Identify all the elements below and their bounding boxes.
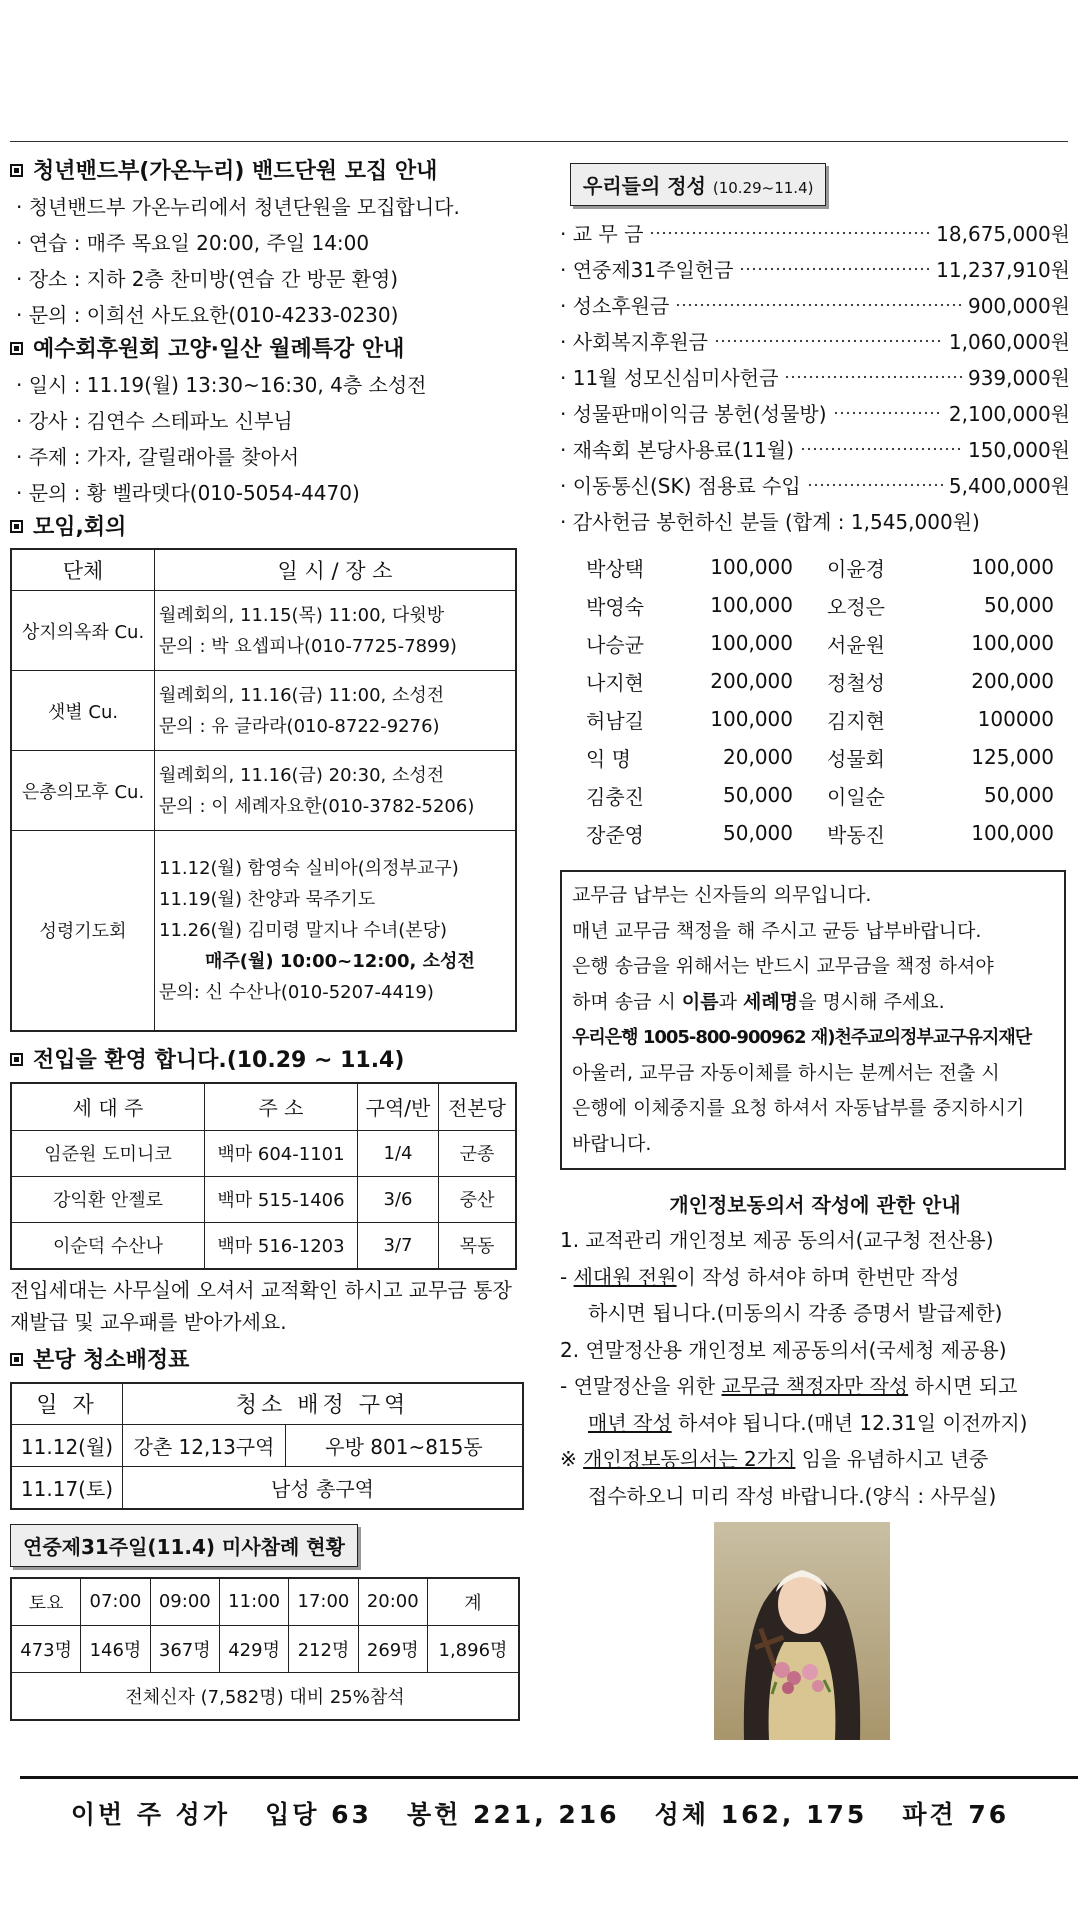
left-column [10,155,522,1721]
offering-item: · 교 무 금 18,675,000원 [560,216,1070,252]
table-row: 강익환 안젤로 백마 515-1406 3/6 중산 [11,1176,516,1222]
jesuit-lecture-heading: 예수회후원회 고양·일산 월례특강 안내 [10,333,522,367]
offering-item: · 사회복지후원금 1,060,000원 [560,324,1070,360]
table-row: 이순덕 수산나 백마 516-1203 3/7 목동 [11,1222,516,1269]
privacy-heading: 개인정보동의서 작성에 관한 안내 [669,1193,961,1217]
table-row: 상지의옥좌 Cu. 월례회의, 11.15(목) 11:00, 다윗방 문의 : 박 요셉피나(010-7725-7899) [11,591,516,671]
jesuit-line: · 일시 : 11.19(월) 13:30~16:30, 4층 소성전 [16,373,427,397]
table-row: 나승균 100,000 서윤원 100,000 [586,631,1054,657]
offering-title: 우리들의 정성 (10.29~11.4) [570,163,826,206]
offering-item: · 11월 성모신심미사헌금 939,000원 [560,360,1070,396]
band-line: · 청년밴드부 가온누리에서 청년단원을 모집합니다. [16,195,460,219]
offering-item: · 연중제31주일헌금 11,237,910원 [560,252,1070,288]
table-row [11,1672,519,1720]
offering-item: · 재속회 본당사용료(11월) 150,000원 [560,432,1070,468]
table-row: 토요 07:00 09:00 11:00 17:00 20:00 계 [11,1578,519,1626]
table-row: 임준원 도미니코 백마 604-1101 1/4 군종 [11,1130,516,1176]
table-row: 나지현 200,000 정철성 200,000 [586,669,1054,695]
band-line: · 연습 : 매주 목요일 20:00, 주일 14:00 [16,231,370,255]
square-bullet-icon [10,520,23,533]
meetings-heading: 모임,회의 [10,511,522,545]
welcome-heading: 전입을 환영 합니다.(10.29 ~ 11.4) [10,1044,522,1078]
welcome-table: 세 대 주 주 소 구역/반 전본당 임준원 도미니코 백마 604-1101 1/4 군종 강익환 안젤로 백마 515-1406 3/6 중산 이순덕 수산나 백마 516-1203 3/7 목동 [10,1082,517,1270]
band-line: · 문의 : 이희선 사도요한(010-4233-0230) [16,303,399,327]
offering-item: · 이동통신(SK) 점용료 수입 5,400,000원 [560,468,1070,504]
saint-picture [714,1522,890,1740]
table-row: 473명 146명 367명 429명 212명 269명 1,896명 [11,1625,519,1672]
donor-table [585,548,1055,852]
top-rule [10,141,1068,142]
table-row: 은총의모후 Cu. 월례회의, 11.16(금) 20:30, 소성전 문의 : 이 세례자요한(010-3782-5206) [11,751,516,831]
square-bullet-icon [10,1353,23,1366]
offering-item: · 성물판매이익금 봉헌(성물방) 2,100,000원 [560,396,1070,432]
mass-attendance-table [10,1577,520,1721]
prayer-weekly: 매주(월) 10:00~12:00, 소성전 [205,950,475,972]
meetings-table [10,548,517,1032]
square-bullet-icon [10,164,23,177]
welcome-note: 전입세대는 사무실에 오셔서 교적확인 하시고 교무금 통장 재발급 및 교우패를 받아가세요. [10,1277,512,1334]
table-row: 허남길 100,000 김지현 100000 [586,707,1054,733]
cleaning-table: 일 자 청소 배정 구역 11.12(월) 강촌 12,13구역 우방 801~815동 11.17(토) 남성 총구역 [10,1382,524,1510]
table-row: 김충진 50,000 이일순 50,000 [586,783,1054,809]
jesuit-line: · 주제 : 가자, 갈릴래아를 찾아서 [16,445,300,469]
thanks-offering-line: · 감사헌금 봉헌하신 분들 (합계 : 1,545,000원) [560,510,980,534]
table-row: 익 명 20,000 성물회 125,000 [586,745,1054,771]
table-row: 장준영 50,000 박동진 100,000 [586,821,1054,847]
mass-attendance-title: 연중제31주일(11.4) 미사참례 현황 [10,1524,358,1567]
hymn-footer: 이번 주 성가 입당 63 봉헌 221, 216 성체 162, 175 파견 76 [70,1800,1010,1829]
table-row: 성령기도회 11.12(월) 함영숙 실비아(의정부교구) 11.19(월) 찬양과 묵주기도 11.26(월) 김미령 말지나 수녀(본당) 매주(월) 10:00~12:00, 소성전 문의: 신 수산나(010-5207-4419) [11,831,516,1031]
band-line: · 장소 : 지하 2층 찬미방(연습 간 방문 환영) [16,267,399,291]
meetings-header-group: 단체 [11,549,155,591]
square-bullet-icon [10,1053,23,1066]
table-row: 박영숙 100,000 오정은 50,000 [586,593,1054,619]
table-row: 샛별 Cu. 월례회의, 11.16(금) 11:00, 소성전 문의 : 유 글라라(010-8722-9276) [11,671,516,751]
cleaning-heading: 본당 청소배정표 [10,1344,522,1378]
jesuit-line: · 강사 : 김연수 스테파노 신부님 [16,409,293,433]
offering-item: · 성소후원금 900,000원 [560,288,1070,324]
meetings-header-schedule: 일 시 / 장 소 [155,549,517,591]
table-row: 박상택 100,000 이윤경 100,000 [586,555,1054,581]
mass-total: 전체신자 (7,582명) 대비 25%참석 [11,1672,519,1720]
table-row: 11.12(월) 강촌 12,13구역 우방 801~815동 [11,1424,523,1466]
tithe-notice-box: 교무금 납부는 신자들의 의무입니다. 매년 교무금 책정을 해 주시고 균등 납부바랍니다. 은행 송금을 위해서는 반드시 교무금을 책정 하셔야 하며 송금 시 이름과 세례명을 명시해 주세요. 우리은행 1005-800-900962 재)천주교의정부교구유지재단 아울러, 교무금 자동이체를 하시는 분께서는 전출 시 은행에 이체중지를 요청 하셔서 자동납부를 중지하시기 바랍니다. [560,870,1066,1170]
bank-account: 우리은행 1005-800-900962 재)천주교의정부교구유지재단 [572,1027,1032,1048]
table-row: 11.17(토) 남성 총구역 [11,1466,523,1509]
right-column: 우리들의 정성 (10.29~11.4) · 교 무 금 18,675,000원 · 연중제31주일헌금 11,237,910원 · 성소후원금 900,000원 · 사회복지후원금 1,060,000원 · 11월 성모신심미사헌금 939,000원 · 성물판매이익금 봉헌(성물방) 2,100,000원 · 재속회 본당사용료(11월) 150,000원 · 이동통신(SK) 점용료 수입 5,400,000원 · 감사헌금 봉헌하신 분들 (합계 : 1,545,000원) 박상택 100,000 이윤경 100,000 박영숙 100,000 오정은 50,000 나승균 100,000 서윤원 100,000 나지현 200,000 정철성 200,000 허남길 100,000 김지현 100000 익 명 20,000 성물회 125,000 김충진 50,000 이일순 50,000 장준영 50,000 박동진 100,000 교무금 납부는 신자들의 의무입니다. 매년 교무금 책정을 해 주시고 균등 납부바랍니다. 은행 송금을 위해서는 반드시 교무금을 책정 하셔야 하며 송금 시 이름과 세례명을 명시해 주세요. 우리은행 1005-800-900962 재)천주교의정부교구유지재단 아울러, 교무금 자동이체를 하시는 분께서는 전출 시 은행에 이체중지를 요청 하셔서 자동납부를 중지하시기 바랍니다. 개인정보동의서 작성에 관한 안내 1. 교적관리 개인정보 제공 동의서(교구청 전산용) - 세대원 전원이 작성 하셔야 하며 한번만 작성 하시면 됩니다.(미동의시 각종 증명서 발급제한) 2. 연말정산용 개인정보 제공동의서(국세청 제공용) - 연말정산을 위한 교무금 책정자만 작성 하시면 되고 매년 작성 하셔야 됩니다.(매년 12.31일 이전까지) ※ 개인정보동의서는 2가지 임을 유념하시고 년중 접수하오니 미리 작성 바랍니다.(양식 : 사무실) [560,155,1070,1514]
bottom-rule [20,1776,1078,1779]
jesuit-line: · 문의 : 황 벨라뎃다(010-5054-4470) [16,481,360,505]
band-recruit-heading: 청년밴드부(가온누리) 밴드단원 모집 안내 [10,155,522,189]
square-bullet-icon [10,342,23,355]
